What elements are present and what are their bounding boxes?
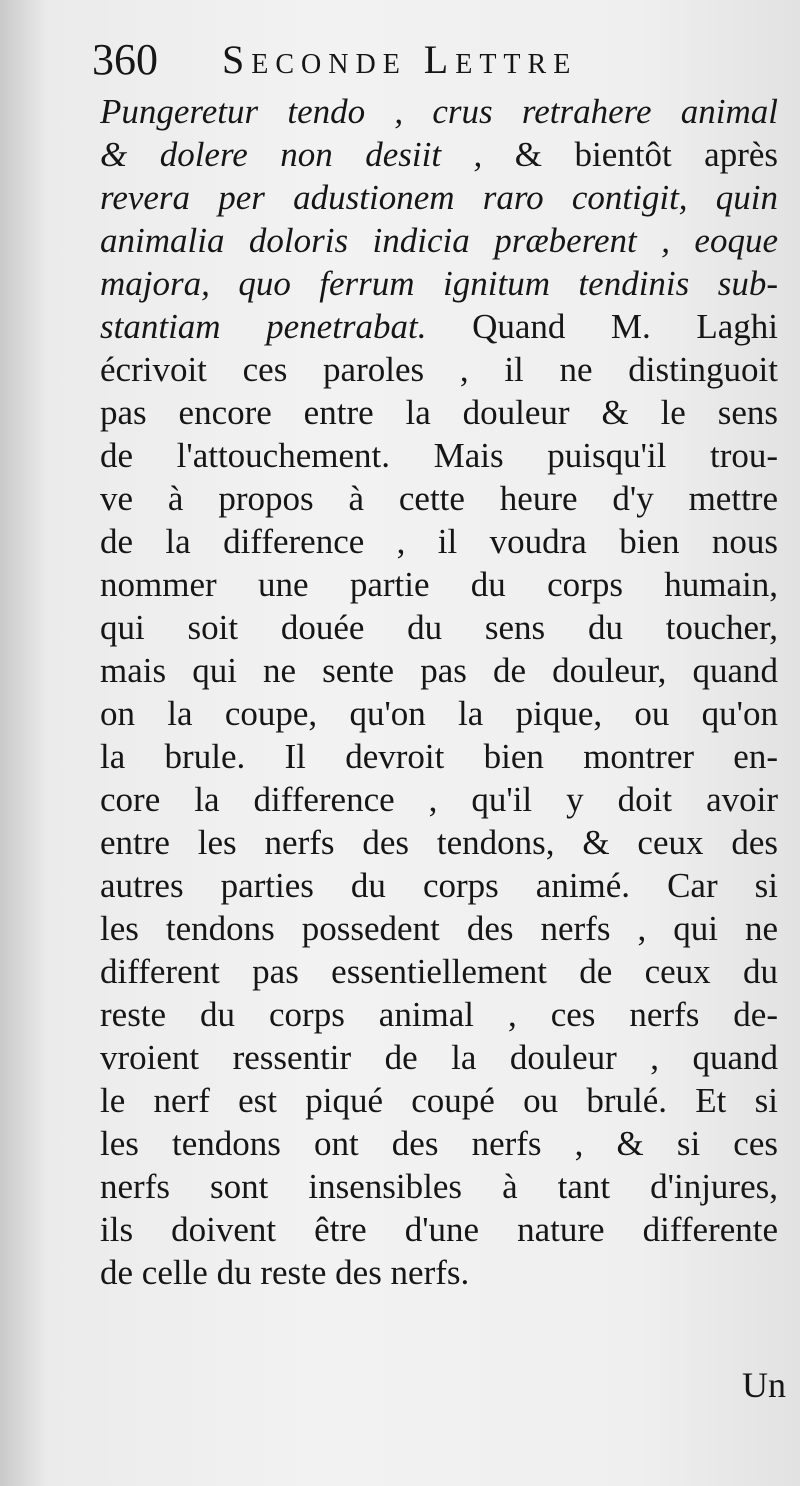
- roman-text: les tendons possedent des nerfs , qui ne: [100, 909, 778, 948]
- roman-text: core la difference , qu'il y doit avoir: [100, 780, 778, 819]
- roman-text: on la coupe, qu'on la pique, ou qu'on: [100, 694, 778, 733]
- text-line: [100, 262, 778, 305]
- text-line: [100, 563, 778, 606]
- roman-text: & bientôt après: [482, 135, 778, 174]
- roman-text: reste du corps animal , ces nerfs de-: [100, 995, 778, 1034]
- running-head: Seconde Lettre: [222, 37, 578, 82]
- roman-text: le nerf est piqué coupé ou brulé. Et si: [100, 1081, 778, 1120]
- page-number: 360: [92, 35, 158, 84]
- text-line: [100, 1165, 778, 1208]
- text-line: [100, 649, 778, 692]
- roman-text: la brule. Il devroit bien montrer en-: [100, 737, 778, 776]
- text-line: [100, 735, 778, 778]
- roman-text: de celle du reste des nerfs.: [100, 1253, 470, 1292]
- text-line: [100, 477, 778, 520]
- text-line: [100, 391, 778, 434]
- page-header: [92, 30, 772, 90]
- roman-text: autres parties du corps animé. Car si: [100, 866, 778, 905]
- roman-text: vroient ressentir de la douleur , quand: [100, 1038, 778, 1077]
- text-line: [100, 1122, 778, 1165]
- italic-latin-text: Pungeretur tendo , crus retrahere animal: [100, 92, 778, 131]
- text-line: [100, 90, 778, 133]
- roman-text: qui soit douée du sens du toucher,: [100, 608, 778, 647]
- text-line: [100, 348, 778, 391]
- text-line: [100, 606, 778, 649]
- text-line: [100, 520, 778, 563]
- roman-text: ve à propos à cette heure d'y mettre: [100, 479, 778, 518]
- italic-latin-text: stantiam penetrabat.: [100, 307, 427, 346]
- text-line: [100, 176, 778, 219]
- text-line: [100, 1036, 778, 1079]
- roman-text: les tendons ont des nerfs , & si ces: [100, 1124, 778, 1163]
- text-line: [100, 1208, 778, 1251]
- body-text: [100, 90, 778, 1294]
- roman-text: de l'attouchement. Mais puisqu'il trou-: [100, 436, 778, 475]
- catchword: Un: [742, 1365, 786, 1405]
- text-line: [100, 692, 778, 735]
- text-line: [100, 1251, 778, 1294]
- italic-latin-text: revera per adustionem raro contigit, quin: [100, 178, 778, 217]
- italic-latin-text: animalia doloris indicia præberent , eoque: [100, 221, 778, 260]
- roman-text: different pas essentiellement de ceux du: [100, 952, 778, 991]
- text-line: [100, 950, 778, 993]
- roman-text: nommer une partie du corps humain,: [100, 565, 778, 604]
- roman-text: de la difference , il voudra bien nous: [100, 522, 778, 561]
- text-line: [100, 821, 778, 864]
- text-line: [100, 133, 778, 176]
- text-line: [100, 219, 778, 262]
- italic-latin-text: & dolere non desiit ,: [100, 135, 483, 174]
- text-line: [100, 305, 778, 348]
- roman-text: mais qui ne sente pas de douleur, quand: [100, 651, 778, 690]
- roman-text: entre les nerfs des tendons, & ceux des: [100, 823, 778, 862]
- text-line: [100, 778, 778, 821]
- text-line: [100, 907, 778, 950]
- text-line: [100, 864, 778, 907]
- text-line: [100, 993, 778, 1036]
- roman-text: pas encore entre la douleur & le sens: [100, 393, 778, 432]
- roman-text: ils doivent être d'une nature differente: [100, 1210, 778, 1249]
- text-line: [100, 434, 778, 477]
- roman-text: Quand M. Laghi: [426, 307, 778, 346]
- text-line: [100, 1079, 778, 1122]
- roman-text: écrivoit ces paroles , il ne distinguoit: [100, 350, 778, 389]
- roman-text: nerfs sont insensibles à tant d'injures,: [100, 1167, 778, 1206]
- italic-latin-text: majora, quo ferrum ignitum tendinis sub-: [100, 264, 778, 303]
